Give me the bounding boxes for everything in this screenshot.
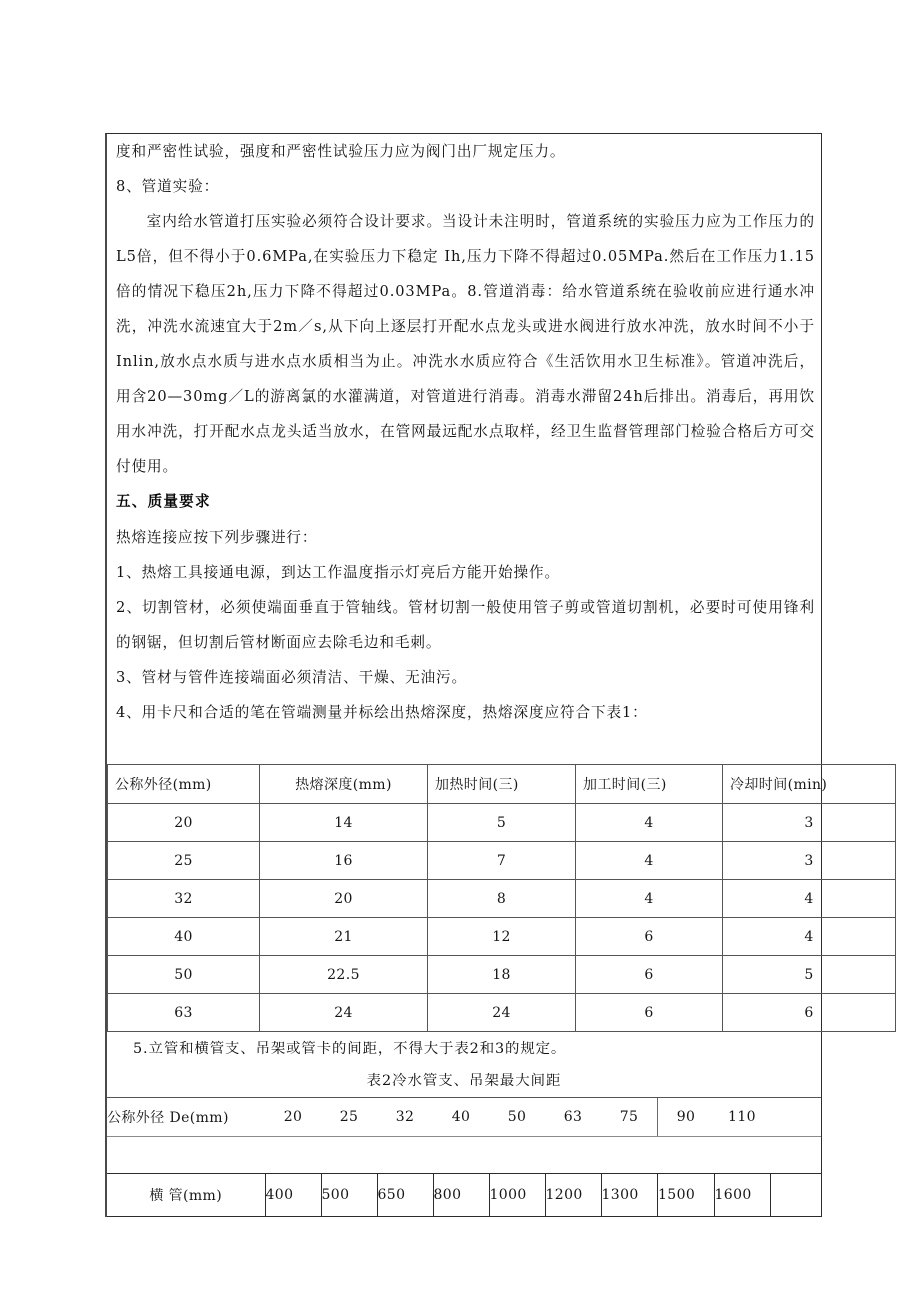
table1-header-melt-depth: 热熔深度(mm) — [260, 765, 428, 804]
document-page-frame — [105, 133, 828, 1217]
table1-header-cooling-time: 冷却时间(min) — [723, 765, 896, 804]
table1-cell: 6 — [723, 994, 896, 1032]
table1-cell: 12 — [428, 918, 576, 956]
table1-cell: 6 — [576, 994, 723, 1032]
table1-cell: 18 — [428, 956, 576, 994]
table2-de-value: 32 — [377, 1098, 433, 1137]
table-cold-water-support-spacing — [107, 1097, 821, 1217]
table2-heng-value: 1300 — [601, 1174, 658, 1217]
table2-row-outer-diameter — [107, 1098, 821, 1137]
table2-de-trailing-cell — [770, 1098, 821, 1137]
step-item-1: 1、热熔工具接通电源，到达工作温度指示灯亮后方能开始操作。 — [116, 564, 561, 581]
table1-cell: 20 — [260, 880, 428, 918]
paragraph-pipe-test-heading: 8、管道实验： — [116, 178, 220, 195]
table1-cell: 32 — [108, 880, 260, 918]
table-row — [108, 804, 896, 842]
table2-caption: 表2冷水管支、吊架最大间距 — [366, 1073, 562, 1089]
table1-cell: 16 — [260, 842, 428, 880]
table2-de-value: 90 — [658, 1098, 715, 1137]
table2-empty-cell — [107, 1137, 821, 1174]
table-header-row — [108, 765, 896, 804]
table2-heng-value: 1000 — [489, 1174, 545, 1217]
paragraph-valve-pressure: 度和严密性试验，强度和严密性试验压力应为阀门出厂规定压力。 — [116, 143, 566, 160]
table2-label-outer-diameter: 公称外径 De(mm) — [107, 1098, 265, 1137]
table1-cell: 40 — [108, 918, 260, 956]
table2-heng-value: 1600 — [714, 1174, 770, 1217]
table-hotmelt-depth — [107, 764, 896, 1032]
table1-cell: 5 — [723, 956, 896, 994]
table2-de-value: 40 — [433, 1098, 489, 1137]
table1-cell: 20 — [108, 804, 260, 842]
table1-cell: 6 — [576, 956, 723, 994]
table2-heng-trailing-cell — [770, 1174, 821, 1217]
table-row — [108, 880, 896, 918]
table1-cell: 14 — [260, 804, 428, 842]
table1-cell: 3 — [723, 842, 896, 880]
section-heading-quality-requirements: 五、质量要求 — [116, 493, 211, 510]
table-row — [108, 956, 896, 994]
table1-cell: 25 — [108, 842, 260, 880]
table1-cell: 24 — [260, 994, 428, 1032]
table-row — [108, 918, 896, 956]
step-item-4: 4、用卡尺和合适的笔在管端测量并标绘出热熔深度，热熔深度应符合下表1： — [116, 704, 648, 721]
table1-header-heating-time: 加热时间(三) — [428, 765, 576, 804]
table-row — [108, 842, 896, 880]
table1-cell: 3 — [723, 804, 896, 842]
table1-cell: 4 — [576, 842, 723, 880]
table2-heng-value: 500 — [321, 1174, 377, 1217]
table2-de-value: 75 — [601, 1098, 658, 1137]
paragraph-pressure-test-body: 室内给水管道打压实验必须符合设计要求。当设计未注明时，管道系统的实验压力应为工作压力的L5倍，但不得小于0.6MPa,在实验压力下稳定 Ih,压力下降不得超过0.05MPa.然后在工作压力1.15倍的情况下稳压2h,压力下降不得超过0.03MPa。8.管道消毒：给水管道系统在验收前应进行通水冲洗，冲洗水流速宜大于2m／s,从下向上逐层打开配水点龙头或进水阀进行放水冲洗，放水时间不小于Inlin,放水点水质与进水点水质相当为止。冲洗水水质应符合《生活饮用水卫生标准》。管道冲洗后，用含20—30mg／L的游离氯的水灌满道，对管道进行消毒。消毒水滞留24h后排出。消毒后，再用饮用水冲洗，打开配水点龙头适当放水，在管网最远配水点取样，经卫生监督管理部门检验合格后方可交付使用。 — [116, 213, 815, 475]
table1-cell: 6 — [576, 918, 723, 956]
table1-cell: 50 — [108, 956, 260, 994]
table1-cell: 8 — [428, 880, 576, 918]
step-item-2: 2、切割管材，必须使端面垂直于管轴线。管材切割一般使用管子剪或管道切割机，必要时可使用锋利的钢锯，但切割后管材断面应去除毛边和毛刺。 — [116, 599, 815, 651]
table1-cell: 22.5 — [260, 956, 428, 994]
table1-header-outer-diameter: 公称外径(mm) — [108, 765, 260, 804]
table-row — [108, 994, 896, 1032]
table1-cell: 4 — [723, 880, 896, 918]
table2-de-value: 63 — [545, 1098, 601, 1137]
table2-de-value: 110 — [714, 1098, 770, 1137]
table2-heng-value: 800 — [433, 1174, 489, 1217]
table2-row-horizontal-pipe — [107, 1174, 821, 1217]
note-spacing-requirement: 5.立管和横管支、吊架或管卡的间距，不得大于表2和3的规定。 — [133, 1041, 567, 1057]
table2-de-value: 20 — [265, 1098, 321, 1137]
paragraph-hotmelt-intro: 热熔连接应按下列步骤进行： — [116, 529, 318, 546]
table2-de-value: 25 — [321, 1098, 377, 1137]
table2-de-value: 50 — [489, 1098, 545, 1137]
table1-cell: 5 — [428, 804, 576, 842]
table2-heng-value: 1500 — [658, 1174, 715, 1217]
table2-heng-value: 650 — [377, 1174, 433, 1217]
table1-cell: 4 — [576, 880, 723, 918]
table1-header-processing-time: 加工时间(三) — [576, 765, 723, 804]
table1-cell: 21 — [260, 918, 428, 956]
table2-heng-value: 400 — [265, 1174, 321, 1217]
table1-cell: 24 — [428, 994, 576, 1032]
table2-label-horizontal-pipe: 横 管(mm) — [107, 1174, 265, 1217]
table1-top-spacer — [107, 730, 821, 764]
table1-cell: 4 — [723, 918, 896, 956]
table1-cell: 4 — [576, 804, 723, 842]
step-item-3: 3、管材与管件连接端面必须清洁、干燥、无油污。 — [116, 669, 468, 686]
table1-cell: 7 — [428, 842, 576, 880]
table1-cell: 63 — [108, 994, 260, 1032]
table2-heng-value: 1200 — [545, 1174, 601, 1217]
table2-empty-band — [107, 1137, 821, 1174]
